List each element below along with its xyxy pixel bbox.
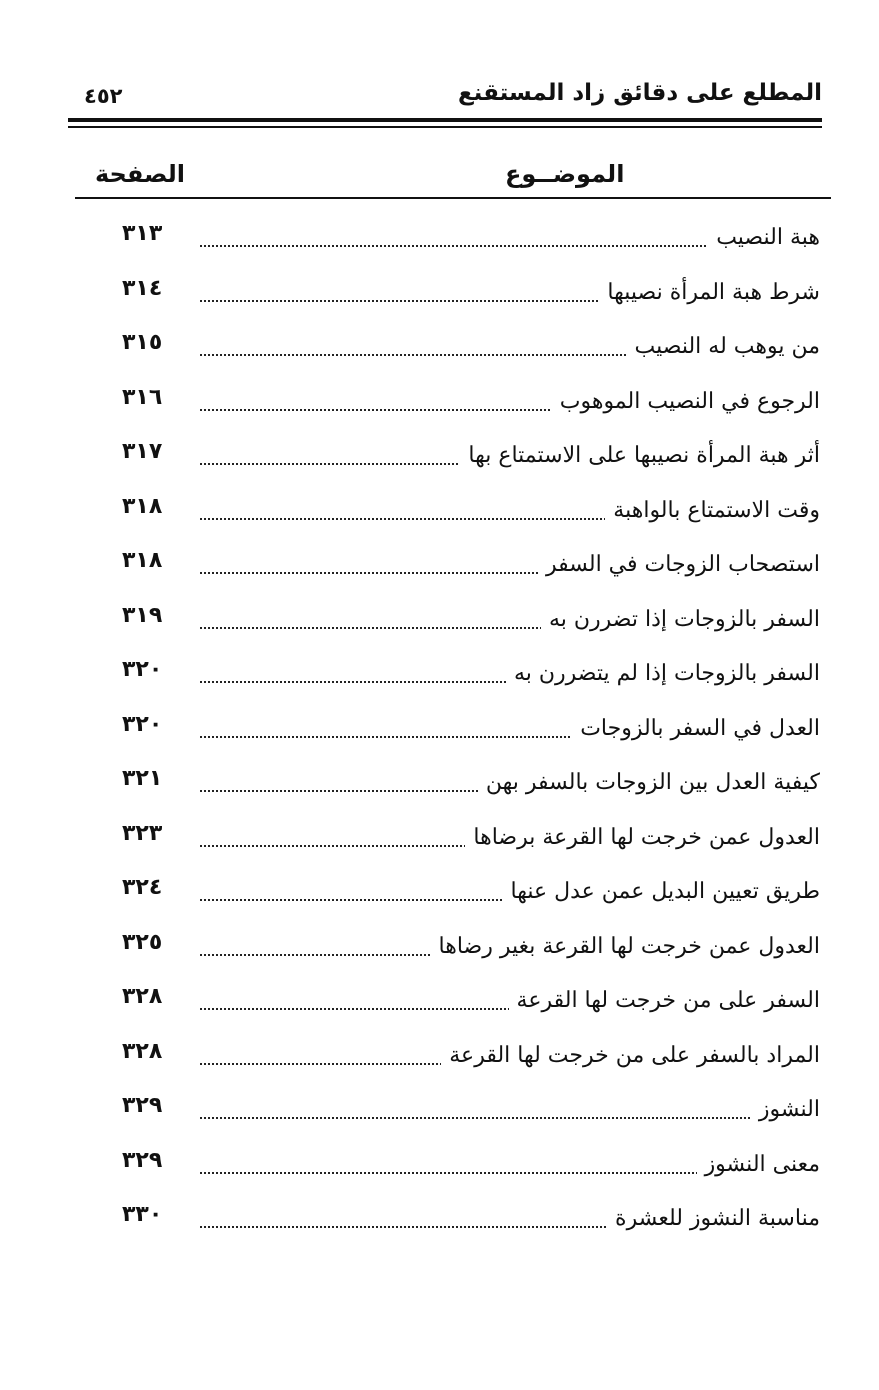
toc-entry xyxy=(100,488,820,543)
toc-entry-title: الرجوع في النصيب الموهوب xyxy=(552,389,820,414)
toc-entry-title: مناسبة النشوز للعشرة xyxy=(607,1206,820,1231)
toc-entry-title: السفر على من خرجت لها القرعة xyxy=(509,988,820,1013)
toc-entry-page: ٣١٩ xyxy=(122,602,163,628)
toc-entry-title: السفر بالزوجات إذا لم يتضررن به xyxy=(506,661,820,686)
toc-entry-page: ٣٢٥ xyxy=(122,929,163,955)
toc-entry-page: ٣١٨ xyxy=(122,548,163,573)
toc-entry-page: ٣٢١ xyxy=(122,766,163,791)
toc-entry xyxy=(100,1196,820,1251)
toc-entry-page: ٣١٦ xyxy=(122,384,163,410)
toc-entry xyxy=(100,1142,820,1197)
toc-entry-title: كيفية العدل بين الزوجات بالسفر بهن xyxy=(478,770,820,795)
toc-entry xyxy=(100,597,820,652)
toc-entry-title: النشوز xyxy=(751,1097,820,1122)
header-rule-thin xyxy=(68,126,822,128)
toc-entry-title: السفر بالزوجات إذا تضررن به xyxy=(541,607,820,632)
toc-entry-title: المراد بالسفر على من خرجت لها القرعة xyxy=(441,1043,820,1068)
toc-entry-page: ٣١٧ xyxy=(122,439,163,464)
page-header xyxy=(70,78,822,112)
toc-entry-page: ٣١٣ xyxy=(122,221,163,246)
toc-entry-title: العدول عمن خرجت لها القرعة بغير رضاها xyxy=(431,934,820,959)
toc-entry xyxy=(100,651,820,706)
toc-entry-title: وقت الاستمتاع بالواهبة xyxy=(605,498,820,523)
topic-column-heading: الموضــوع xyxy=(505,160,625,188)
toc-entry-page: ٣٢٣ xyxy=(122,820,163,846)
page-column-heading: الصفحة xyxy=(95,160,186,188)
toc-entry xyxy=(100,760,820,815)
toc-entry-page: ٣٣٠ xyxy=(122,1202,163,1227)
toc-entry xyxy=(100,924,820,979)
toc-entry-page: ٣٢٩ xyxy=(122,1147,163,1173)
toc-entry xyxy=(100,978,820,1033)
toc-entry-page: ٣١٥ xyxy=(122,330,163,355)
toc-entry xyxy=(100,706,820,761)
toc-entry xyxy=(100,215,820,270)
toc-entry xyxy=(100,433,820,488)
toc-entry-page: ٣٢٨ xyxy=(122,984,163,1009)
toc-entry xyxy=(100,1087,820,1142)
toc-entry-title: العدل في السفر بالزوجات xyxy=(572,716,820,741)
toc-entry xyxy=(100,324,820,379)
toc-entry xyxy=(100,270,820,325)
toc-entry-page: ٣١٨ xyxy=(122,493,163,519)
toc-entry-title: شرط هبة المرأة نصيبها xyxy=(599,280,820,305)
toc-entry-page: ٣٢٤ xyxy=(122,875,163,900)
toc-entry-page: ٣٢٠ xyxy=(122,711,163,737)
toc-entry-page: ٣٢٨ xyxy=(122,1038,163,1064)
dot-leader xyxy=(200,1117,810,1119)
toc-entry xyxy=(100,1033,820,1088)
table-of-contents xyxy=(100,215,820,1251)
toc-entry xyxy=(100,815,820,870)
toc-entry xyxy=(100,869,820,924)
toc-entry-page: ٣١٤ xyxy=(122,275,163,301)
toc-entry-page: ٣٢٩ xyxy=(122,1093,163,1118)
toc-entry-page: ٣٢٠ xyxy=(122,657,163,682)
toc-entry xyxy=(100,542,820,597)
page-number: ٤٥٢ xyxy=(84,84,123,108)
running-title: المطلع على دقائق زاد المستقنع xyxy=(457,80,822,106)
column-header xyxy=(75,160,831,194)
toc-entry-title: معنى النشوز xyxy=(697,1152,820,1177)
header-rule-thick xyxy=(68,118,822,122)
toc-entry-title: العدول عمن خرجت لها القرعة برضاها xyxy=(465,825,820,850)
toc-entry-title: أثر هبة المرأة نصيبها على الاستمتاع بها xyxy=(460,443,820,468)
toc-entry-title: هبة النصيب xyxy=(708,225,820,250)
toc-entry-title: استصحاب الزوجات في السفر xyxy=(538,552,820,577)
column-header-rule xyxy=(75,197,831,199)
toc-entry xyxy=(100,379,820,434)
toc-entry-title: من يوهب له النصيب xyxy=(627,334,820,359)
toc-entry-title: طريق تعيين البديل عمن عدل عنها xyxy=(503,879,821,904)
